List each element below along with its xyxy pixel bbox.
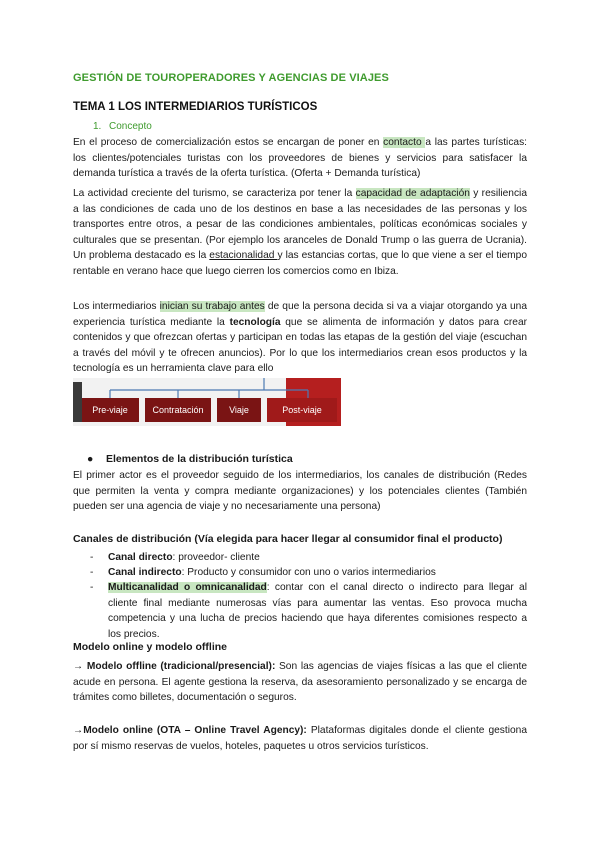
list-desc: : proveedor- cliente xyxy=(172,552,260,563)
canales-heading: Canales de distribución (Vía elegida para hacer llegar al consumidor final el producto) xyxy=(73,533,503,545)
list-desc: : Producto y consumidor con uno o varios intermediarios xyxy=(181,567,436,578)
subsection-number: 1. xyxy=(93,121,102,132)
list-term: Canal directo xyxy=(108,552,173,563)
list-item-multicanalidad xyxy=(90,580,527,642)
highlight-contacto: contacto xyxy=(383,137,426,148)
underline-estacionalidad: estacionalidad xyxy=(209,250,278,261)
text-run: de que la persona decida si va a viajar otorgando ya una experiencia turística mediante la xyxy=(73,301,528,328)
stage-label-pre-viaje: Pre-viaje xyxy=(92,405,128,415)
paragraph-elementos: El primer actor es el proveedor seguido de los intermediarios, los canales de distribución (Redes que permiten la venta y compra mediante organizaciones) y los potenciales clientes (También pueden ser una agencia de viaje y no necesariamente una persona) xyxy=(73,470,527,512)
bold-tecnologia: tecnología xyxy=(229,316,281,328)
trip-stages-diagram xyxy=(73,378,341,426)
paragraph-actividad xyxy=(73,186,527,279)
text-run: Los intermediarios xyxy=(73,301,160,312)
paragraph-offline xyxy=(73,659,527,706)
text-run: La actividad creciente del turismo, se caracteriza por tener la xyxy=(73,188,356,199)
subsection-heading xyxy=(93,121,152,132)
list-item-canal-indirecto xyxy=(90,565,527,581)
stage-label-viaje: Viaje xyxy=(229,405,249,415)
list-body xyxy=(108,565,527,581)
stage-label-post-viaje: Post-viaje xyxy=(282,405,322,415)
text-run: que se alimenta de información y datos para crear contenidos y que ofrezcan ofertas y participan en todas las etapas de la gestión del viaje (escuchan a través del móvil y te ofrecen anuncios). Por lo que los intermediarios crean esos productos y la tecnología es un herramienta clave para ello xyxy=(73,316,528,374)
list-dash: - xyxy=(90,582,94,593)
text-run: y resiliencia a las condiciones de cada uno de los destinos en base a las necesidades de las personas y los transportes entre otros, a pesar de las condiciones ambientales, políticas económicas sociales y culturales que se presentan. (Por ejemplo los aranceles de Donald Trump o las guerra de Ucrania). Un problema destacado es la xyxy=(73,188,527,261)
online-desc: Plataformas digitales donde el cliente gestiona por sí mismo reservas de vuelos, hoteles, paquetes u otros servicios turísticos. xyxy=(73,725,527,752)
paragraph-intermediarios xyxy=(73,299,527,377)
section-heading: TEMA 1 LOS INTERMEDIARIOS TURÍSTICOS xyxy=(73,101,318,113)
highlight-capacidad: capacidad de adaptación xyxy=(355,188,470,199)
diagram-edge-shape xyxy=(73,382,82,422)
paragraph-concepto xyxy=(73,135,527,182)
list-dash: - xyxy=(90,567,94,578)
online-term: →Modelo online (OTA – Online Travel Agency): xyxy=(73,725,307,736)
text-run: En el proceso de comercialización estos se encargan de poner en xyxy=(73,137,384,148)
document-title: GESTIÓN DE TOUROPERADORES Y AGENCIAS DE VIAJES xyxy=(73,72,389,84)
list-dash: - xyxy=(90,552,94,563)
offline-desc: Son las agencias de viajes físicas a las que el cliente acude en persona. El agente gestiona la reserva, da asesoramiento personalizado y se encarga de trámites como billetes, documentación o seguros. xyxy=(73,661,527,703)
modelo-heading: Modelo online y modelo offline xyxy=(73,641,227,653)
stage-label-contratacion: Contratación xyxy=(152,405,204,415)
text-run: y las estancias cortas, que lo que viene a ser el tiempo rentable en verano hace que luego cierren los comercios como en Ibiza. xyxy=(73,250,527,277)
list-term: Canal indirecto xyxy=(108,567,182,578)
offline-term: → Modelo offline (tradicional/presencial): xyxy=(73,661,276,672)
text-run: a las partes turísticas: los clientes/potenciales turistas con los proveedores de bienes y servicios para satisfacer la demanda turística a través de la oferta turística. (Oferta + Demanda turística) xyxy=(73,137,527,179)
paragraph-online xyxy=(73,723,527,754)
bullet-dot: ● xyxy=(87,453,94,465)
bullet-heading xyxy=(87,453,293,465)
list-desc: : contar con el canal directo o indirecto para llegar al cliente final mediante numerosas vías para aumentar las ventas. Eso provoca mucha competencia y una lucha de precios haciendo que haya diferentes comisiones respecto a los precios. xyxy=(108,582,527,640)
highlight-multicanalidad: Multicanalidad o omnicanalidad xyxy=(108,582,267,593)
list-item-canal-directo xyxy=(90,550,527,566)
list-body xyxy=(108,580,527,642)
subsection-label: Concepto xyxy=(109,121,152,132)
list-body xyxy=(108,550,527,566)
highlight-inician: inician su trabajo antes xyxy=(159,301,265,312)
bullet-label: Elementos de la distribución turística xyxy=(106,453,293,465)
